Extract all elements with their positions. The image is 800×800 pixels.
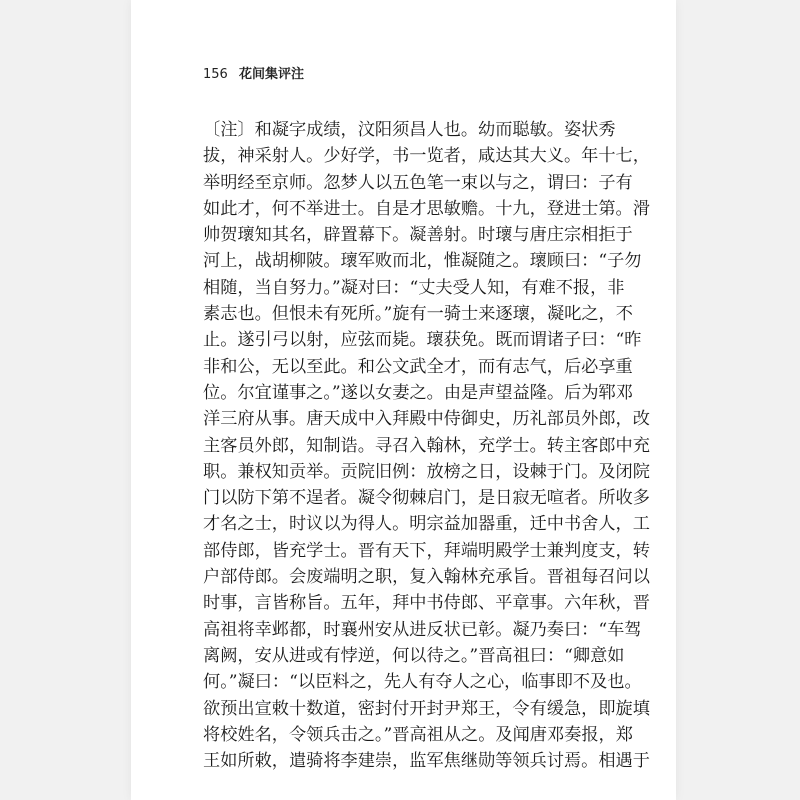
text-line: 才名之士，时议以为得人。明宗益加器重，迁中书舍人，工: [203, 514, 650, 535]
text-line: 非和公，无以至此。和公文武全才，而有志气，后必享重: [203, 356, 633, 377]
text-line: 相随，当自努力。”凝对曰：“丈夫受人知，有难不报，非: [203, 277, 625, 298]
annotation-text: [203, 117, 650, 774]
text-line: 门以防下第不逞者。凝令彻棘启门，是日寂无喧者。所收多: [203, 488, 650, 509]
text-line: 拔，神采射人。少好学，书一览者，咸达其大义。年十七，: [203, 146, 650, 167]
text-line: 洋三府从事。唐天成中入拜殿中侍御史，历礼部员外郎，改: [203, 409, 650, 430]
text-line: 〔注〕和凝字成绩，汶阳须昌人也。幼而聪敏。姿状秀: [203, 120, 616, 140]
text-line: 将校姓名，令领兵击之。”晋高祖从之。及闻唐邓奏报，郑: [203, 724, 633, 745]
page-number: 156: [203, 67, 228, 82]
text-line: 时事，言皆称旨。五年，拜中书侍郎、平章事。六年秋，晋: [203, 593, 650, 614]
text-line: 素志也。但恨未有死所。”旋有一骑士来逐瓌，凝叱之，不: [203, 304, 633, 325]
text-line: 王如所敕，遣骑将李建崇，监军焦继勋等领兵讨焉。相遇于: [203, 751, 650, 772]
text-line: 何。”凝曰：“以臣料之，先人有夺人之心，临事即不及也。: [203, 672, 642, 693]
text-line: 帅贺瓌知其名，辟置幕下。凝善射。时瓌与唐庄宗相拒于: [203, 225, 633, 246]
running-head: [203, 63, 304, 82]
text-line: 举明经至京师。忽梦人以五色笔一束以与之，谓曰：子有: [203, 172, 633, 193]
text-line: 如此才，何不举进士。自是才思敏赡。十九，登进士第。滑: [203, 198, 650, 219]
text-line: 职。兼权知贡举。贡院旧例：放榜之日，设棘于门。及闭院: [203, 461, 650, 482]
text-line: 高祖将幸邺都，时襄州安从进反状已彰。凝乃奏曰：“车驾: [203, 619, 642, 640]
text-line: 河上，战胡柳陂。瓌军败而北，惟凝随之。瓌顾曰：“子勿: [203, 251, 642, 272]
book-title: 花间集评注: [238, 67, 304, 82]
book-page: [131, 0, 676, 800]
text-line: 位。尔宜谨事之。”遂以女妻之。由是声望益隆。后为郓邓: [203, 382, 633, 403]
text-line: 部侍郎，皆充学士。晋有天下，拜端明殿学士兼判度支，转: [203, 540, 650, 561]
text-line: 户部侍郎。会废端明之职，复入翰林充承旨。晋祖每召问以: [203, 567, 650, 588]
text-line: 止。遂引弓以射，应弦而毙。瓌获免。既而谓诸子曰：“昨: [203, 330, 642, 351]
text-line: 离阙，安从进或有悖逆，何以待之。”晋高祖曰：“卿意如: [203, 645, 625, 666]
text-line: 欲预出宣敕十数道，密封付开封尹郑王，令有缓急，即旋填: [203, 698, 650, 719]
text-line: 主客员外郎，知制诰。寻召入翰林，充学士。转主客郎中充: [203, 435, 650, 456]
